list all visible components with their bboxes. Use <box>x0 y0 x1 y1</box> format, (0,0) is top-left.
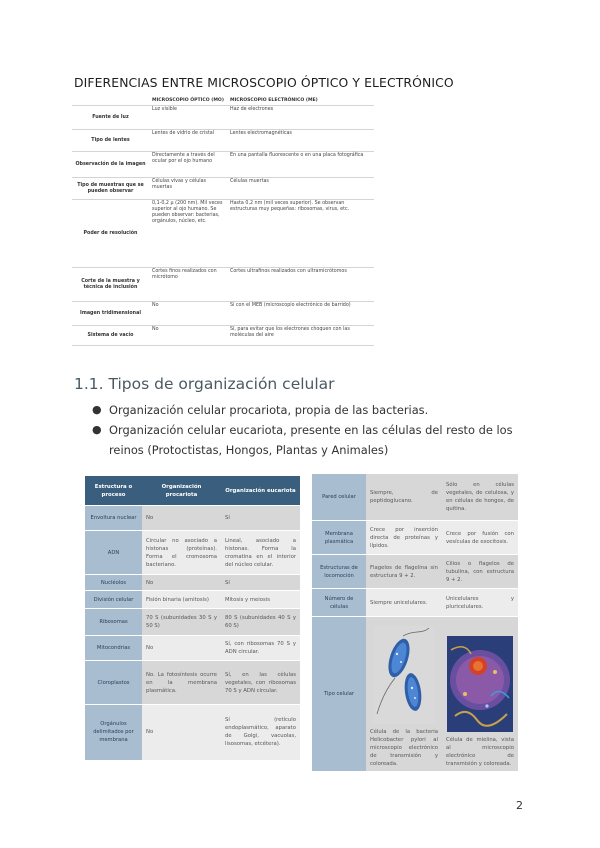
table-row <box>85 575 300 591</box>
page-number: 2 <box>516 799 523 812</box>
table-cell: Sí, con ribosomas 70 S y ADN circular. <box>221 636 300 661</box>
table-row <box>72 178 374 200</box>
table-cell: Cortes ultrafinos realizados con ultramicrótomos <box>227 268 374 302</box>
bacteria-image <box>373 626 435 724</box>
table-cell: 70 S (subunidades 30 S y 50 S) <box>142 609 221 636</box>
eukaryotic-cell-image <box>447 636 513 732</box>
table-cell <box>366 617 442 771</box>
image-caption: Célula de mielina, vista al microscopio electrónico de transmisión y coloreada. <box>446 736 514 767</box>
header-cell <box>72 96 149 106</box>
table-cell <box>442 617 518 771</box>
row-header: Observación de la imagen <box>72 152 149 178</box>
header-cell: MICROSCOPIO ÓPTICO (MO) <box>149 96 227 106</box>
table-row <box>312 555 518 589</box>
row-header: División celular <box>85 591 142 609</box>
header-cell: Organización procariota <box>142 476 221 506</box>
table-cell: No <box>142 575 221 591</box>
table-cell: Sí <box>221 506 300 531</box>
table-cell: Luz visible <box>149 106 227 130</box>
row-header: Tipo celular <box>312 617 366 771</box>
table-cell: No <box>142 506 221 531</box>
table-cell: Mitosis y meiosis <box>221 591 300 609</box>
row-header: Membrana plasmática <box>312 521 366 555</box>
row-header: Número de células <box>312 589 366 617</box>
image-caption: Célula de la bacteria Helicobacter pylori al microscopio electrónico de transmisión y coloreada. <box>370 728 438 767</box>
list-item <box>92 420 532 460</box>
table-row <box>312 521 518 555</box>
row-header: Envoltura nuclear <box>85 506 142 531</box>
row-header: Nucléolos <box>85 575 142 591</box>
table-cell: Sí, en las células vegetales, con ribosomas 70 S y ADN circular. <box>221 661 300 705</box>
row-header: Poder de resolución <box>72 200 149 268</box>
table-cell: Células vivas y células muertas <box>149 178 227 200</box>
row-header: Mitocondrias <box>85 636 142 661</box>
table-row <box>85 609 300 636</box>
table-row <box>72 268 374 302</box>
microscope-comparison-table <box>72 96 374 346</box>
table-cell: Crece por fusión con vesículas de exocitosis. <box>442 521 518 555</box>
row-header: Estructuras de locomoción <box>312 555 366 589</box>
table-cell: Cortes finos realizados con micrótomo <box>149 268 227 302</box>
row-header: Pared celular <box>312 474 366 521</box>
cell-organization-table-right <box>312 473 518 771</box>
table-row <box>72 200 374 268</box>
table-row <box>85 661 300 705</box>
table-row <box>85 705 300 760</box>
list-item-text: Organización celular eucariota, presente en las células del resto de los reinos (Protoctistas, Hongos, Plantas y Animales) <box>109 423 513 457</box>
table-cell: Circular no asociado a histonas (proteínas). Forma el cromosoma bacteriano. <box>142 531 221 575</box>
table-row <box>85 591 300 609</box>
table-row <box>85 531 300 575</box>
table-cell: No <box>149 302 227 326</box>
table-row <box>85 636 300 661</box>
table-row <box>72 152 374 178</box>
bullet-list <box>92 400 532 460</box>
section-title: 1.1. Tipos de organización celular <box>74 375 335 393</box>
table-cell: Hasta 0,2 nm (mil veces superior). Se observan estructuras muy pequeñas: ribosomas, virus, etc. <box>227 200 374 268</box>
row-header: ADN <box>85 531 142 575</box>
list-item <box>92 400 532 420</box>
table-cell: Lentes de vidrio de cristal <box>149 130 227 152</box>
row-header: Imagen tridimensional <box>72 302 149 326</box>
row-header: Tipo de lentes <box>72 130 149 152</box>
table-cell: Sólo en células vegetales, de celulosa, y en células de hongos, de quitina. <box>442 474 518 521</box>
row-header: Corte de la muestra y técnica de inclusión <box>72 268 149 302</box>
table-cell: Sí, para evitar que los electrones choquen con las moléculas del aire <box>227 326 374 346</box>
table-header-row <box>72 96 374 106</box>
table-row <box>312 617 518 771</box>
table-cell: Células muertas <box>227 178 374 200</box>
table-row <box>72 302 374 326</box>
table-cell: Lineal, asociado a histonas. Forma la cromatina en el interior del núcleo celular. <box>221 531 300 575</box>
table-row <box>85 506 300 531</box>
table-cell: No <box>142 705 221 760</box>
header-cell: Estructura o proceso <box>85 476 142 506</box>
row-header: Fuente de luz <box>72 106 149 130</box>
table-row <box>72 130 374 152</box>
table-cell: Fisión binaria (amitosis) <box>142 591 221 609</box>
table-cell: Haz de electrones <box>227 106 374 130</box>
list-item-text: Organización celular procariota, propia de las bacterias. <box>109 403 429 417</box>
table-row <box>312 474 518 521</box>
row-header: Tipo de muestras que se pueden observar <box>72 178 149 200</box>
table-cell: No <box>142 636 221 661</box>
table-cell: No <box>149 326 227 346</box>
bullet-icon: ● <box>92 423 102 436</box>
table-row <box>72 106 374 130</box>
table-cell: Lentes electromagnéticas <box>227 130 374 152</box>
row-header: Orgánulos delimitados por membrana <box>85 705 142 760</box>
table-cell: 80 S (subunidades 40 S y 60 S) <box>221 609 300 636</box>
table-cell: Flagelos de flagelina sin estructura 9 + 2. <box>366 555 442 589</box>
table-row <box>312 589 518 617</box>
table-cell: 0,1-0,2 µ (200 nm). Mil veces superior al ojo humano. Se pueden observar: bacterias, orgánulos, núcleo, etc. <box>149 200 227 268</box>
table-cell: Unicelulares y pluricelulares. <box>442 589 518 617</box>
table-cell: Cilios o flagelos de tubulina, con estructura 9 + 2. <box>442 555 518 589</box>
header-cell: MICROSCOPIO ELECTRÓNICO (ME) <box>227 96 374 106</box>
table-cell: No. La fotosíntesis ocurre en la membrana plasmática. <box>142 661 221 705</box>
table-cell: Siempre unicelulares. <box>366 589 442 617</box>
row-header: Ribosomas <box>85 609 142 636</box>
header-cell: Organización eucariota <box>221 476 300 506</box>
table-header-row <box>85 476 300 506</box>
table-cell: Crece por inserción directa de proteínas y lípidos. <box>366 521 442 555</box>
document-title: DIFERENCIAS ENTRE MICROSCOPIO ÓPTICO Y ELECTRÓNICO <box>74 75 454 90</box>
table-row <box>72 326 374 346</box>
table-cell: Sí <box>221 575 300 591</box>
table-cell: En una pantalla fluorescente o en una placa fotográfica <box>227 152 374 178</box>
bullet-icon: ● <box>92 403 102 416</box>
table-cell: Siempre, de peptidoglucano. <box>366 474 442 521</box>
row-header: Cloroplastos <box>85 661 142 705</box>
table-cell: Sí (retículo endoplasmático, aparato de Golgi, vacuolas, lisosomas, etcétera). <box>221 705 300 760</box>
table-cell: Sí con el MEB (microscopio electrónico de barrido) <box>227 302 374 326</box>
cell-organization-table-left <box>85 475 300 760</box>
row-header: Sistema de vacío <box>72 326 149 346</box>
table-cell: Directamente a través del ocular por el ojo humano <box>149 152 227 178</box>
